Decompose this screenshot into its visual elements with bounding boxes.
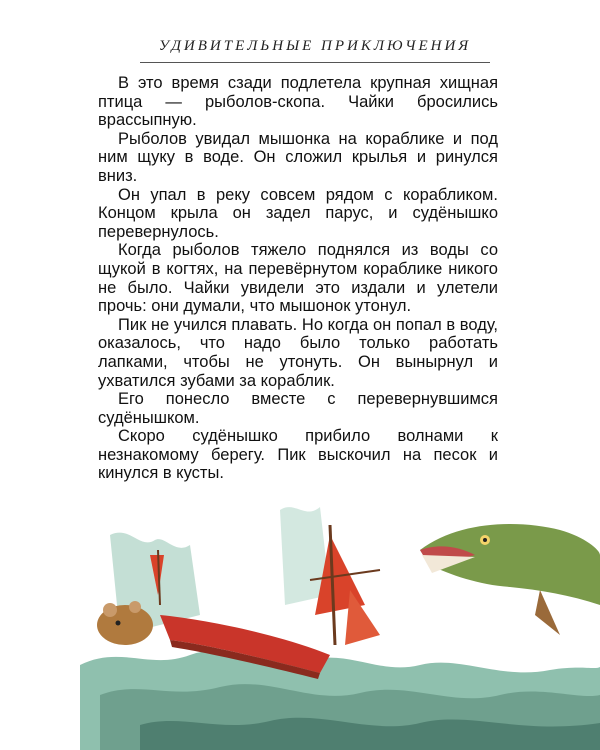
paragraph: Когда рыболов тяжело поднялся из воды со щукой в когтях, на перевёрнутом кораблике никого не было. Чайки увидели это издали и улетели прочь: они думали, что мышонок утонул. bbox=[98, 241, 498, 316]
running-header: УДИВИТЕЛЬНЫЕ ПРИКЛЮЧЕНИЯ bbox=[158, 38, 472, 54]
illustration bbox=[80, 495, 600, 750]
paragraph: Его понесло вместе с перевернувшимся судёнышком. bbox=[98, 390, 498, 427]
header-rule bbox=[140, 62, 490, 63]
paragraph: В это время сзади подлетела крупная хищная птица — рыболов-скопа. Чайки бросились врассыпную. bbox=[98, 74, 498, 130]
pike-fish-drawing bbox=[420, 524, 600, 635]
paragraph: Рыболов увидал мышонка на кораблике и под ним щуку в воде. Он сложил крылья и ринулся вниз. bbox=[98, 129, 498, 185]
story-text bbox=[98, 74, 498, 483]
paragraph: Пик не учился плавать. Но когда он попал в воду, оказалось, что надо было только работать лапками, чтобы не утонуть. Он вынырнул и ухватился зубами за кораблик. bbox=[98, 315, 498, 390]
paragraph: Скоро судёнышко прибило волнами к незнакомому берегу. Пик выскочил на песок и кинулся в кусты. bbox=[98, 427, 498, 483]
paragraph: Он упал в реку совсем рядом с корабликом. Концом крыла он задел парус, и судёнышко перевернулось. bbox=[98, 185, 498, 241]
